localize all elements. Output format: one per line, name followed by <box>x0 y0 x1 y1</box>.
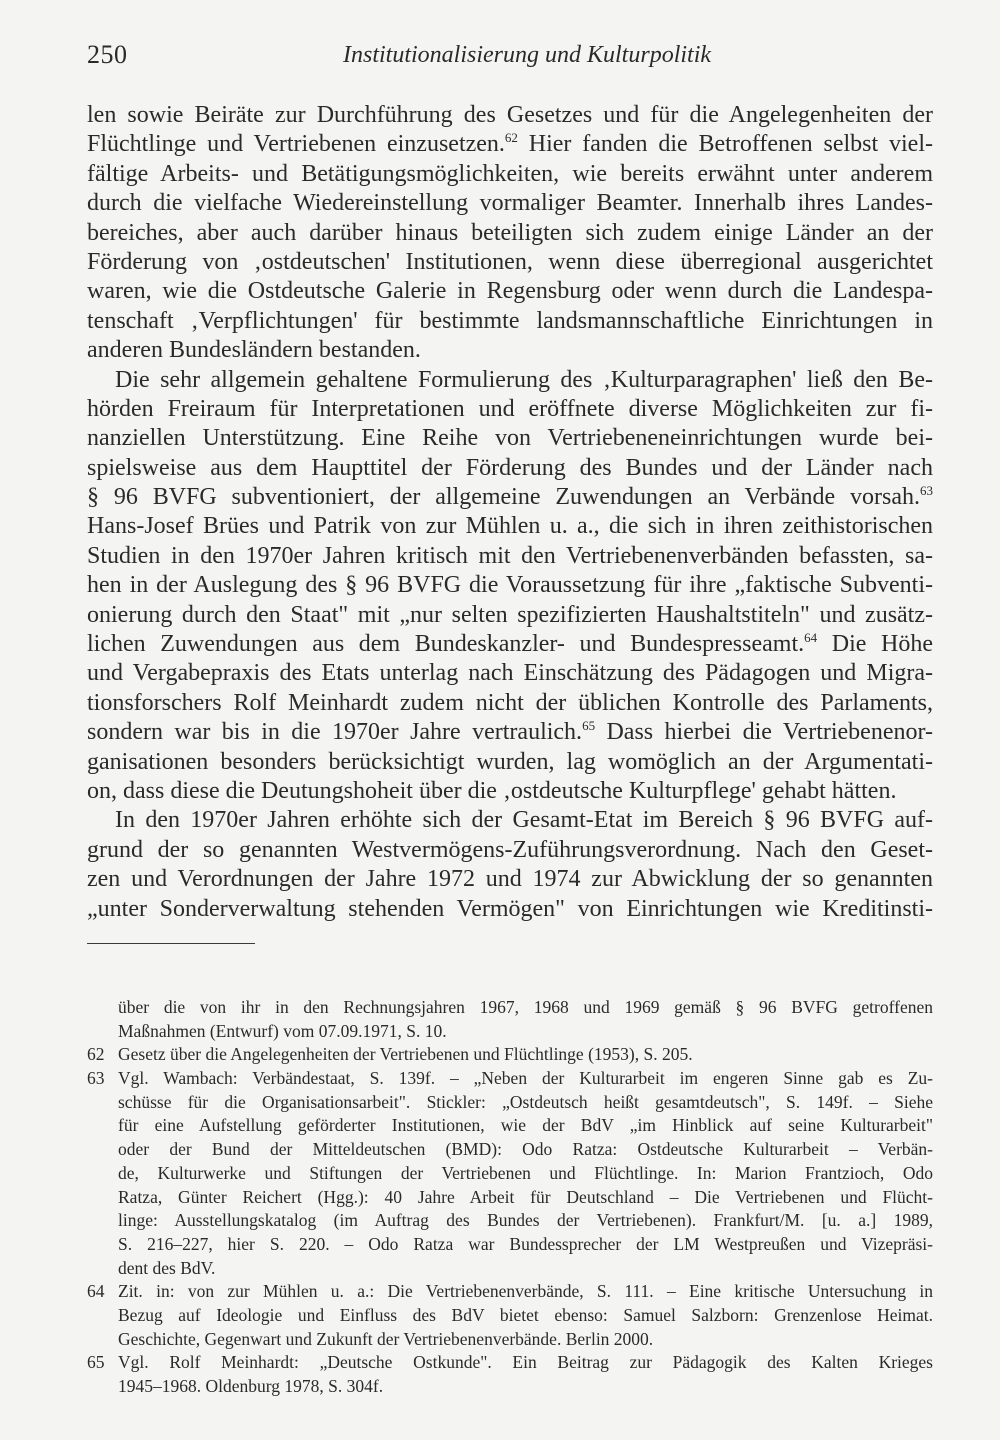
body-line: fältige Arbeits- und Betätigungsmöglichkeiten, wie bereits erwähnt unter anderem <box>87 160 933 187</box>
footnote-line: über die von ihr in den Rechnungsjahren 1967, 1968 und 1969 gemäß § 96 BVFG getroffenen <box>118 997 933 1017</box>
footnote-line: Maßnahmen (Entwurf) vom 07.09.1971, S. 10. <box>118 1020 447 1041</box>
footnote-line: Ratza, Günter Reichert (Hgg.): 40 Jahre Arbeit für Deutschland – Die Vertriebenen und Flücht- <box>118 1186 933 1207</box>
body-text <box>87 101 933 924</box>
body-line: durch die vielfache Wiedereinstellung vormaliger Beamter. Innerhalb ihres Landes- <box>87 190 933 217</box>
footnote-continuation <box>87 996 933 1043</box>
footnote-line: Bezug auf Ideologie und Einfluss des BdV bietet ebenso: Samuel Salzborn: Grenzenlose Heimat. <box>118 1304 933 1325</box>
footnote-line: 1945–1968. Oldenburg 1978, S. 304f. <box>118 1376 384 1396</box>
running-title: Institutionalisierung und Kulturpolitik <box>343 42 712 68</box>
footnote-marker: 65 <box>582 718 596 734</box>
footnote-number: 63 <box>87 1068 105 1089</box>
body-line: anderen Bundesländern bestanden. <box>87 337 421 364</box>
body-line: Förderung von ‚ostdeutschen' Institutionen, wenn diese überregional ausgerichtet <box>87 248 933 275</box>
footnote-number: 62 <box>87 1044 105 1065</box>
body-line: In den 1970er Jahren erhöhte sich der Gesamt-Etat im Bereich § 96 BVFG auf- <box>115 807 933 834</box>
body-line: hörden Freiraum für Interpretationen und eröffnete diverse Möglichkeiten zur fi- <box>87 395 933 422</box>
footnote-64 <box>87 1280 933 1351</box>
footnote-marker: 63 <box>920 483 933 499</box>
body-line: onierung durch den Staat" mit „nur selten spezifizierten Haushaltstiteln" und zusätz- <box>87 601 933 628</box>
footnote-marker: 64 <box>804 630 818 646</box>
body-line: hen in der Auslegung des § 96 BVFG die Voraussetzung für ihre „faktische Subventi- <box>87 572 933 599</box>
footnote-line: Vgl. Wambach: Verbändestaat, S. 139f. – „Neben der Kulturarbeit im engeren Sinne gab es Zu- <box>118 1068 933 1089</box>
body-line: Flüchtlinge und Vertriebenen einzusetzen.$^{62}$ Hier fanden die Betroffenen selbst viel- <box>87 130 933 158</box>
body-line: on, dass diese die Deutungshoheit über die ‚ostdeutsche Kulturpflege' gehabt hätten. <box>87 777 897 804</box>
body-line: Studien in den 1970er Jahren kritisch mit den Vertriebenenverbänden befassten, sa- <box>87 542 933 569</box>
body-line: tionsforschers Rolf Meinhardt zudem nicht der üblichen Kontrolle des Parlaments, <box>87 689 933 716</box>
footnotes <box>87 996 933 1399</box>
footnote-marker: 62 <box>504 130 518 146</box>
body-line: bereiches, aber auch darüber hinaus beteiligten sich zudem einige Länder an der <box>87 219 933 246</box>
body-line: waren, wie die Ostdeutsche Galerie in Regensburg oder wenn durch die Landespa- <box>87 278 933 305</box>
footnote-line: Vgl. Rolf Meinhardt: „Deutsche Ostkunde". Ein Beitrag zur Pädagogik des Kalten Krieges <box>118 1352 933 1373</box>
footnote-line: Zit. in: von zur Mühlen u. a.: Die Vertriebenenverbände, S. 111. – Eine kritische Untersuchung in <box>118 1281 933 1302</box>
page-header <box>87 40 933 80</box>
footnote-line: de, Kulturwerke und Stiftungen der Vertriebenen und Flüchtlinge. In: Marion Frantzioch, Odo <box>118 1162 933 1183</box>
footnote-line: oder der Bund der Mitteldeutschen (BMD): Odo Ratza: Ostdeutsche Kulturarbeit – Verbän- <box>118 1139 933 1160</box>
page-number: 250 <box>87 40 128 69</box>
footnote-number: 65 <box>87 1352 105 1373</box>
body-line: Hans-Josef Brües und Patrik von zur Mühlen u. a., die sich in ihren zeithistorischen <box>87 513 933 540</box>
body-line: len sowie Beiräte zur Durchführung des Gesetzes und für die Angelegenheiten der <box>87 102 933 128</box>
body-line: tenschaft ‚Verpflichtungen' für bestimmte landsmannschaftliche Einrichtungen in <box>87 307 933 334</box>
footnote-number: 64 <box>87 1281 105 1302</box>
footnote-line: für eine Aufstellung geförderter Institutionen, wie der BdV „im Hinblick auf seine Kulturarbeit" <box>118 1115 933 1136</box>
body-line: grund der so genannten Westvermögens-Zuführungsverordnung. Nach den Geset- <box>87 836 933 863</box>
footnote-63 <box>87 1067 933 1280</box>
body-line: Die sehr allgemein gehaltene Formulierung des ‚Kulturparagraphen' ließ den Be- <box>115 366 933 393</box>
body-line: § 96 BVFG subventioniert, der allgemeine Zuwendungen an Verbände vorsah.$^{63}$ <box>87 483 933 511</box>
body-line: ganisationen besonders berücksichtigt wurden, lag womöglich an der Argumentati- <box>87 748 933 775</box>
body-line: spielsweise aus dem Haupttitel der Förderung des Bundes und der Länder nach <box>87 454 933 481</box>
footnote-separator <box>87 943 255 944</box>
body-line: lichen Zuwendungen aus dem Bundeskanzler- und Bundespresseamt.$^{64}$ Die Höhe <box>87 630 933 658</box>
footnote-line: Gesetz über die Angelegenheiten der Vertriebenen und Flüchtlinge (1953), S. 205. <box>118 1044 693 1065</box>
footnote-line: schüsse für die Organisationsarbeit". Stickler: „Ostdeutsch heißt gesamtdeutsch", S. 149f. – Siehe <box>118 1091 933 1112</box>
body-line: nanziellen Unterstützung. Eine Reihe von Vertriebeneneinrichtungen wurde bei- <box>87 425 933 452</box>
footnote-line: dent des BdV. <box>118 1257 216 1278</box>
body-line: und Vergabepraxis des Etats unterlag nach Einschätzung des Pädagogen und Migra- <box>87 660 933 687</box>
footnote-line: linge: Ausstellungskatalog (im Auftrag des Bundes der Vertriebenen). Frankfurt/M. [u. a.] 1989, <box>118 1210 933 1231</box>
body-line: zen und Verordnungen der Jahre 1972 und 1974 zur Abwicklung der so genannten <box>87 866 933 893</box>
footnote-65 <box>87 1351 933 1398</box>
body-line: sondern war bis in die 1970er Jahre vertraulich.$^{65}$ Dass hierbei die Vertriebenenor- <box>87 718 933 746</box>
body-line: „unter Sonderverwaltung stehenden Vermögen" von Einrichtungen wie Kreditinsti- <box>87 895 933 922</box>
footnote-line: S. 216–227, hier S. 220. – Odo Ratza war Bundessprecher der LM Westpreußen und Vizepräsi- <box>118 1233 933 1254</box>
footnote-line: Geschichte, Gegenwart und Zukunft der Vertriebenenverbände. Berlin 2000. <box>118 1328 654 1349</box>
footnote-62 <box>87 1043 933 1067</box>
